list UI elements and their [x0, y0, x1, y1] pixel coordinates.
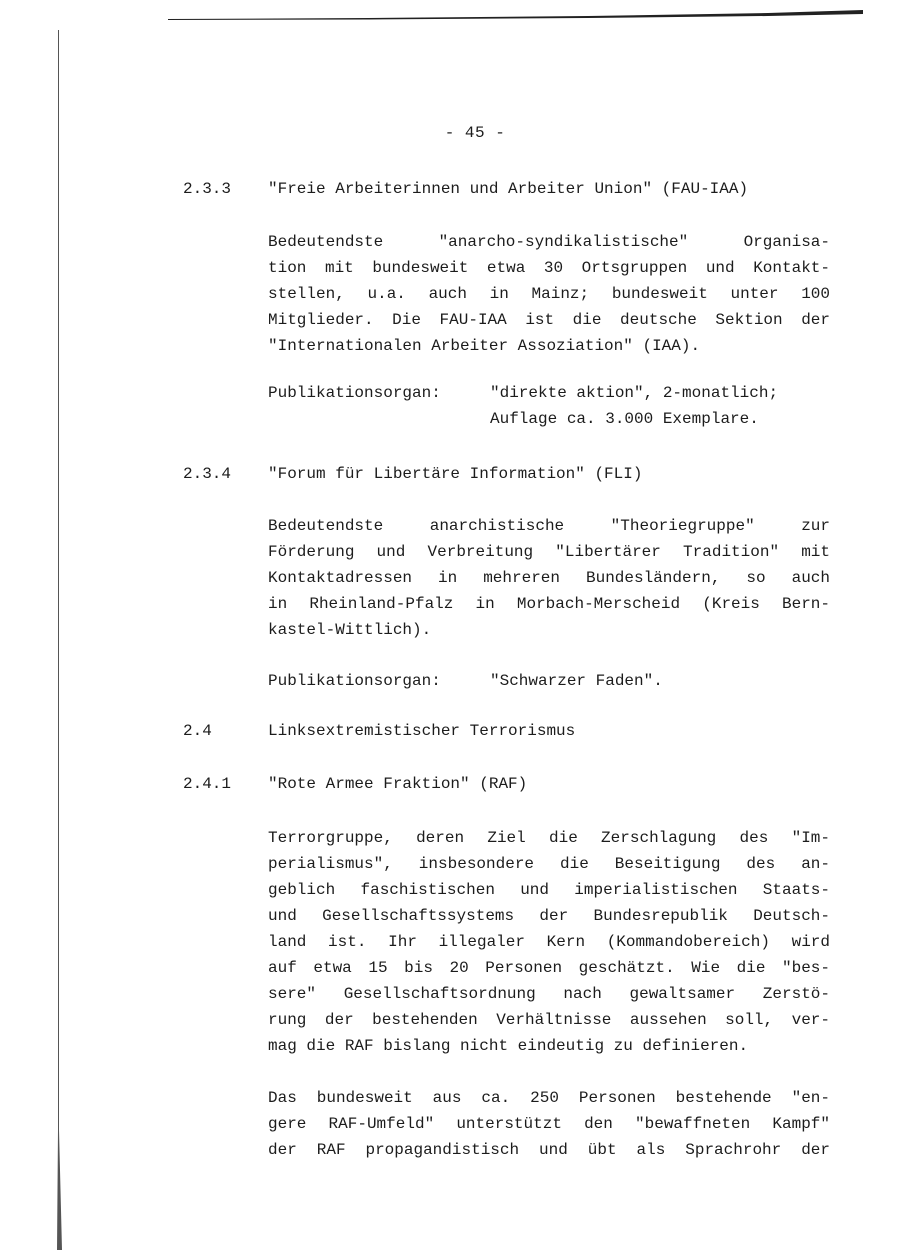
publication-value: "Schwarzer Faden".: [490, 672, 663, 690]
paragraph-line: sere" Gesellschaftsordnung nach gewaltsamer Zerstö-: [268, 985, 830, 1003]
section-number-2-4: 2.4: [183, 722, 212, 740]
paragraph-fli: [268, 513, 830, 643]
page-number: - 45 -: [444, 124, 506, 142]
section-title-fli: "Forum für Libertäre Information" (FLI): [268, 465, 643, 483]
paragraph-line: "Internationalen Arbeiter Assoziation" (IAA).: [268, 337, 701, 355]
paragraph-line: stellen, u.a. auch in Mainz; bundesweit unter 100: [268, 285, 830, 303]
paragraph-line: der RAF propagandistisch und übt als Sprachrohr der: [268, 1141, 830, 1159]
paragraph-raf: [268, 825, 830, 1059]
paragraph-line: mag die RAF bislang nicht eindeutig zu definieren.: [268, 1037, 749, 1055]
paragraph-line: geblich faschistischen und imperialistischen Staats-: [268, 881, 830, 899]
scan-top-rule: [168, 4, 863, 20]
paragraph-line: gere RAF-Umfeld" unterstützt den "bewaffneten Kampf": [268, 1115, 830, 1133]
paragraph-fau-iaa: [268, 229, 830, 359]
scan-left-edge: [55, 30, 63, 1250]
paragraph-line: tion mit bundesweit etwa 30 Ortsgruppen und Kontakt-: [268, 259, 830, 277]
paragraph-line: Das bundesweit aus ca. 250 Personen bestehende "en-: [268, 1089, 830, 1107]
publication-label: Publikationsorgan:: [268, 384, 441, 402]
section-title-fau-iaa: "Freie Arbeiterinnen und Arbeiter Union" (FAU-IAA): [268, 180, 749, 198]
publication-label: Publikationsorgan:: [268, 672, 441, 690]
section-number-2-3-4: 2.3.4: [183, 465, 232, 483]
paragraph-line: perialismus", insbesondere die Beseitigung des an-: [268, 855, 830, 873]
paragraph-line: kastel-Wittlich).: [268, 621, 432, 639]
paragraph-line: und Gesellschaftssystems der Bundesrepublik Deutsch-: [268, 907, 830, 925]
section-number-2-3-3: 2.3.3: [183, 180, 232, 198]
section-title-raf: "Rote Armee Fraktion" (RAF): [268, 775, 528, 793]
paragraph-line: auf etwa 15 bis 20 Personen geschätzt. Wie die "bes-: [268, 959, 830, 977]
paragraph-line: Terrorgruppe, deren Ziel die Zerschlagung des "Im-: [268, 829, 830, 847]
paragraph-line: Bedeutendste "anarcho-syndikalistische" Organisa-: [268, 233, 830, 251]
paragraph-line: Bedeutendste anarchistische "Theoriegruppe" zur: [268, 517, 830, 535]
paragraph-line: rung der bestehenden Verhältnisse aussehen soll, ver-: [268, 1011, 830, 1029]
paragraph-line: Förderung und Verbreitung "Libertärer Tradition" mit: [268, 543, 830, 561]
paragraph-line: Mitglieder. Die FAU-IAA ist die deutsche Sektion der: [268, 311, 830, 329]
paragraph-line: land ist. Ihr illegaler Kern (Kommandobereich) wird: [268, 933, 830, 951]
section-number-2-4-1: 2.4.1: [183, 775, 232, 793]
paragraph-line: Kontaktadressen in mehreren Bundesländern, so auch: [268, 569, 830, 587]
paragraph-raf-umfeld: [268, 1085, 830, 1163]
publication-value: "direkte aktion", 2-monatlich;: [490, 384, 779, 402]
publication-value: Auflage ca. 3.000 Exemplare.: [490, 410, 759, 428]
paragraph-line: in Rheinland-Pfalz in Morbach-Merscheid (Kreis Bern-: [268, 595, 830, 613]
section-title-terrorismus: Linksextremistischer Terrorismus: [268, 722, 576, 740]
